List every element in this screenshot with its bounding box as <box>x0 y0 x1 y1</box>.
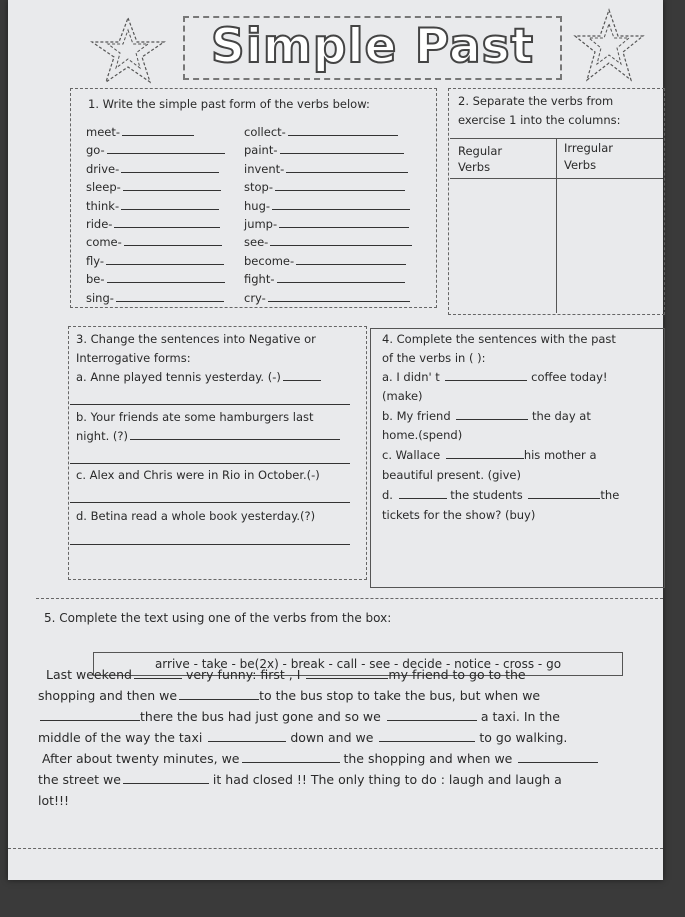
exercise-4-text <box>382 333 619 529</box>
regular-verbs-header-2: Verbs <box>458 160 491 174</box>
verb-item: stop- <box>244 180 273 195</box>
verb-item: cry- <box>244 290 266 305</box>
verb-item: hug- <box>244 198 271 213</box>
irregular-verbs-header-2: Verbs <box>564 158 597 172</box>
ex5-text: very funny: first , I <box>185 667 301 682</box>
answer-blank[interactable] <box>122 134 194 136</box>
ex4-hint-c: beautiful present. (give) <box>382 468 521 482</box>
ex4-item-c: c. Wallace <box>382 448 441 462</box>
worksheet-page <box>8 0 663 880</box>
ex5-text: there the bus had just gone and so we <box>140 709 381 724</box>
answer-line[interactable] <box>70 543 350 545</box>
exercise-5-top-rule <box>36 598 663 599</box>
answer-blank[interactable] <box>121 171 219 173</box>
irregular-verbs-header-1: Irregular <box>564 141 614 155</box>
answer-blank[interactable] <box>114 226 220 228</box>
answer-blank[interactable] <box>277 281 405 283</box>
answer-blank[interactable] <box>106 263 224 265</box>
answer-line[interactable] <box>70 462 350 464</box>
verb-item: sleep- <box>86 180 121 195</box>
verb-box: arrive - take - be(2x) - break - call - see - decide - notice - cross - go <box>93 652 623 676</box>
answer-blank[interactable] <box>107 281 225 283</box>
ex5-text: shopping and then we <box>38 688 178 703</box>
answer-blank[interactable] <box>121 208 219 210</box>
ex5-text: it had closed !! The only thing to do : laugh and laugh a <box>212 772 562 787</box>
verb-item: drive- <box>86 161 120 176</box>
verb-item: invent- <box>244 161 285 176</box>
ex4-line: of the verbs in ( ): <box>382 351 486 365</box>
verb-item: come- <box>86 235 122 250</box>
answer-blank[interactable] <box>116 300 224 302</box>
answer-blank[interactable] <box>268 300 410 302</box>
answer-blank[interactable] <box>40 719 140 721</box>
ex3-line: 3. Change the sentences into Negative or <box>76 332 316 346</box>
answer-blank[interactable] <box>280 152 404 154</box>
ex5-text: down and we <box>290 730 374 745</box>
verb-item: be- <box>86 272 105 287</box>
answer-blank[interactable] <box>279 226 409 228</box>
ex5-text: lot!!! <box>38 793 70 808</box>
verb-item: paint- <box>244 143 278 158</box>
ex5-text: middle of the way the taxi <box>38 730 203 745</box>
verb-item: fly- <box>86 253 104 268</box>
answer-blank[interactable] <box>456 418 528 420</box>
ex5-text: to go walking. <box>479 730 568 745</box>
star-right-icon <box>573 6 645 86</box>
exercise-1-verbs-col2 <box>244 126 424 310</box>
answer-blank[interactable] <box>379 740 475 742</box>
ex3-item-c: c. Alex and Chris were in Rio in October.(-) <box>76 468 320 482</box>
answer-blank[interactable] <box>275 189 405 191</box>
ex4-item-d-end: the <box>600 488 620 502</box>
ex5-text: the shopping and when we <box>343 751 513 766</box>
ex4-hint-a: (make) <box>382 389 423 403</box>
verb-item: become- <box>244 253 295 268</box>
ex3-item-a: a. Anne played tennis yesterday. (-) <box>76 370 281 384</box>
verb-item: sing- <box>86 290 114 305</box>
ex4-item-a-cont: coffee today! <box>531 370 608 384</box>
ex5-text: my friend to go to the <box>388 667 526 682</box>
answer-blank[interactable] <box>123 189 221 191</box>
answer-blank[interactable] <box>208 740 286 742</box>
exercise-3-text <box>76 333 350 550</box>
answer-line[interactable] <box>70 501 350 503</box>
answer-blank[interactable] <box>518 761 598 763</box>
answer-blank[interactable] <box>283 379 321 381</box>
answer-blank[interactable] <box>124 244 222 246</box>
answer-blank[interactable] <box>446 457 524 459</box>
ex4-item-b-cont: the day at <box>531 409 591 423</box>
verb-item: fight- <box>244 272 275 287</box>
exercise-2-instruction-line2: exercise 1 into the columns: <box>458 113 621 127</box>
table-column-divider <box>556 138 557 313</box>
exercise-5-instruction: 5. Complete the text using one of the verbs from the box: <box>44 611 392 625</box>
regular-verbs-header-1: Regular <box>458 144 503 158</box>
ex4-item-d-cont: the students <box>450 488 523 502</box>
ex4-item-d: d. <box>382 488 393 502</box>
verb-item: collect- <box>244 125 286 139</box>
verb-item: ride- <box>86 216 113 231</box>
exercise-1-instruction: 1. Write the simple past form of the verbs below: <box>88 97 370 111</box>
ex5-text: the street we <box>38 772 121 787</box>
answer-blank[interactable] <box>134 677 182 679</box>
ex3-line: Interrogative forms: <box>76 351 191 365</box>
ex4-item-c-cont: his mother a <box>523 448 597 462</box>
exercise-2-instruction-line1: 2. Separate the verbs from <box>458 94 614 108</box>
verb-item: go- <box>86 143 105 158</box>
answer-blank[interactable] <box>296 263 406 265</box>
answer-blank[interactable] <box>123 782 209 784</box>
answer-blank[interactable] <box>399 497 447 499</box>
ex4-line: 4. Complete the sentences with the past <box>382 332 616 346</box>
answer-blank[interactable] <box>130 438 340 440</box>
answer-blank[interactable] <box>242 761 340 763</box>
answer-blank[interactable] <box>445 379 527 381</box>
verb-item: jump- <box>244 216 278 231</box>
exercise-1-verbs-col1 <box>86 126 246 310</box>
ex3-item-b-cont: night. (?) <box>76 429 128 443</box>
answer-blank[interactable] <box>288 134 398 136</box>
ex5-text: a taxi. In the <box>480 709 560 724</box>
ex5-text: Last weekend <box>46 667 132 682</box>
ex3-item-b: b. Your friends ate some hamburgers last <box>76 410 314 424</box>
ex4-hint-b: home.(spend) <box>382 428 463 442</box>
worksheet-title: Simple Past <box>183 16 562 80</box>
answer-blank[interactable] <box>270 244 412 246</box>
ex4-item-b: b. My friend <box>382 409 451 423</box>
star-left-icon <box>88 14 168 86</box>
answer-blank[interactable] <box>272 208 410 210</box>
ex3-item-d: d. Betina read a whole book yesterday.(?) <box>76 509 316 523</box>
ex4-item-a: a. I didn' t <box>382 370 440 384</box>
ex5-text: After about twenty minutes, we <box>42 751 240 766</box>
verb-item: see- <box>244 235 269 250</box>
exercise-5-bottom-rule <box>8 848 663 849</box>
verb-item: think- <box>86 198 120 213</box>
answer-blank[interactable] <box>387 719 477 721</box>
answer-line[interactable] <box>70 403 350 405</box>
answer-blank[interactable] <box>179 698 259 700</box>
ex5-text: to the bus stop to take the bus, but when we <box>259 688 541 703</box>
answer-blank[interactable] <box>528 497 600 499</box>
answer-blank[interactable] <box>306 677 388 679</box>
answer-blank[interactable] <box>107 152 225 154</box>
answer-blank[interactable] <box>286 171 408 173</box>
verb-item: meet- <box>86 125 121 139</box>
exercise-5-text <box>38 668 598 815</box>
ex4-hint-d: tickets for the show? (buy) <box>382 508 536 522</box>
